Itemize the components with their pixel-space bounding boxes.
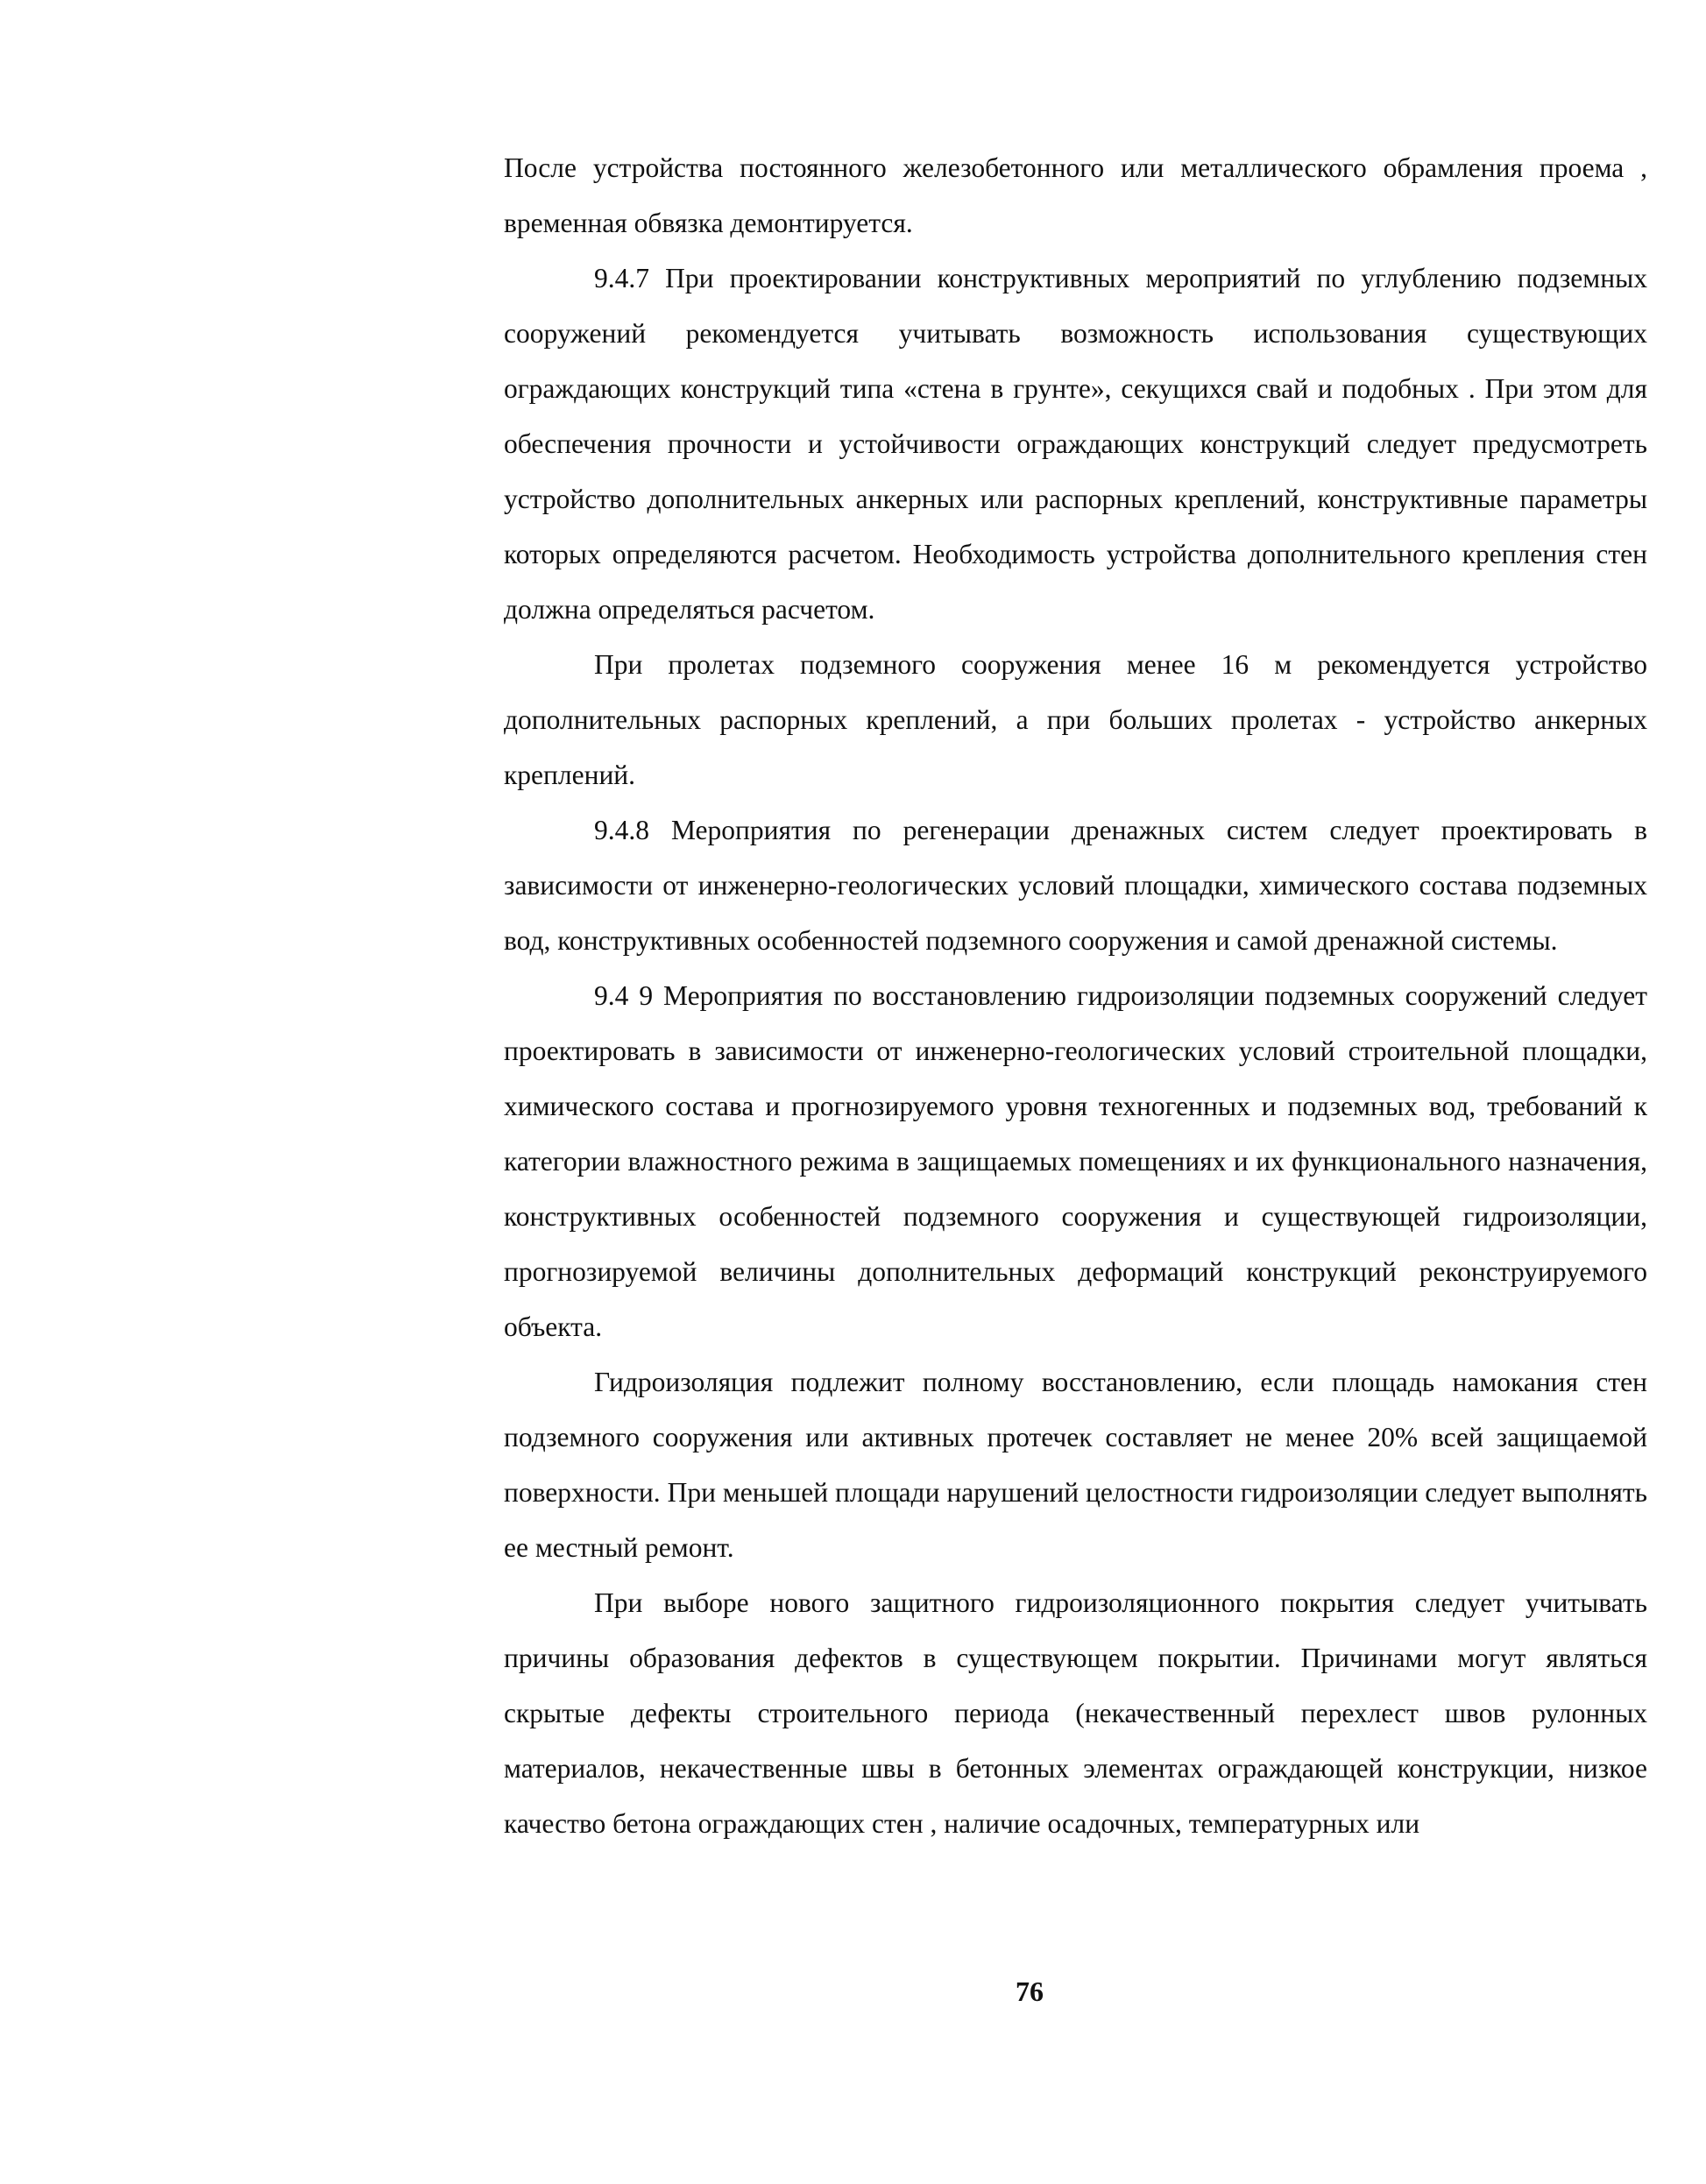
- paragraph-9-4-7: 9.4.7 При проектировании конструктивных мероприятий по углублению подземных сооружений рекомендуется учитывать возможность использования существующих ограждающих конструкций типа «стена в грунте», секущихся свай и подобных . При этом для обеспечения прочности и устойчивости ограждающих конструкций следует предусмотреть устройство дополнительных анкерных или распорных креплений, конструктивные параметры которых определяются расчетом. Необходимость устройства дополнительного крепления стен должна определяться расчетом.: [504, 263, 1647, 625]
- paragraph-9-4-9: 9.4 9 Мероприятия по восстановлению гидроизоляции подземных сооружений следует проектировать в зависимости от инженерно-геологических условий строительной площадки, химического состава и прогнозируемого уровня техногенных и подземных вод, требований к категории влажностного режима в защищаемых помещениях и их функционального назначения, конструктивных особенностей подземного сооружения и существующей гидроизоляции, прогнозируемой величины дополнительных деформаций конструкций реконструируемого объекта.: [504, 980, 1647, 1342]
- page-number: 76: [1016, 1975, 1044, 2007]
- paragraph-waterproofing-restoration: Гидроизоляция подлежит полному восстановлению, если площадь намокания стен подземного сооружения или активных протечек составляет не менее 20% всей защищаемой поверхности. При меньшей площади нарушений целостности гидроизоляции следует выполнять ее местный ремонт.: [504, 1367, 1647, 1563]
- paragraph-span-bracing: При пролетах подземного сооружения менее 16 м рекомендуется устройство дополнительных распорных креплений, а при больших пролетах - устройство анкерных креплений.: [504, 649, 1647, 790]
- document-body: [504, 140, 1647, 1851]
- paragraph-frame-dismantling: После устройства постоянного железобетонного или металлического обрамления проема , временная обвязка демонтируется.: [504, 152, 1647, 238]
- paragraph-9-4-8: 9.4.8 Мероприятия по регенерации дренажных систем следует проектировать в зависимости от инженерно-геологических условий площадки, химического состава подземных вод, конструктивных особенностей подземного сооружения и самой дренажной системы.: [504, 815, 1647, 956]
- paragraph-coating-selection: При выборе нового защитного гидроизоляционного покрытия следует учитывать причины образования дефектов в существующем покрытии. Причинами могут являться скрытые дефекты строительного периода (некачественный перехлест швов рулонных материалов, некачественные швы в бетонных элементах ограждающей конструкции, низкое качество бетона ограждающих стен , наличие осадочных, температурных или: [504, 1587, 1647, 1839]
